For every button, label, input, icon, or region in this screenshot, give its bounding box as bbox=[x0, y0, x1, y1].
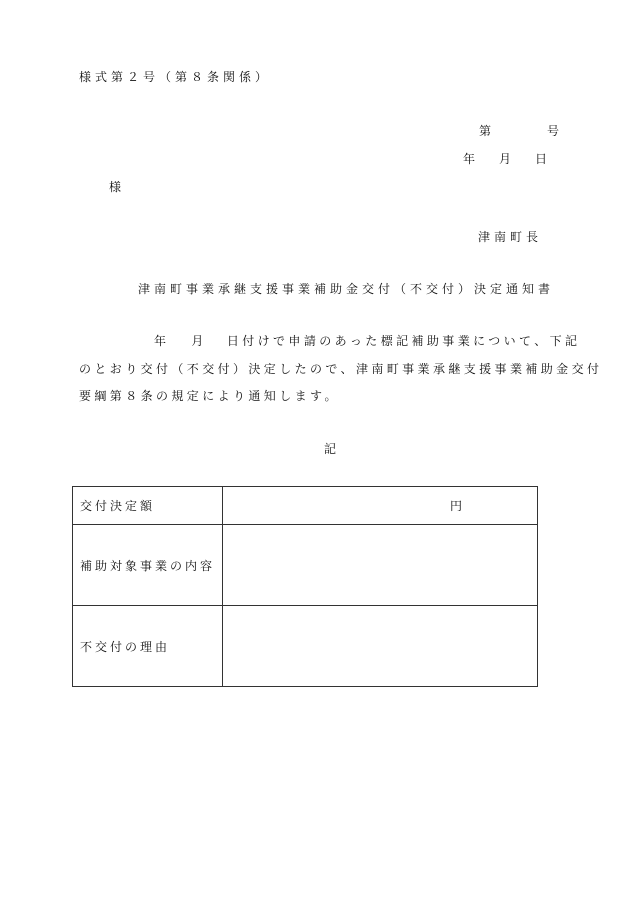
date-month: 月 bbox=[499, 152, 516, 166]
amount-cell: 円 bbox=[223, 487, 538, 525]
body-line1-text: 日付けで申請のあった標記補助事業について、下記 bbox=[226, 334, 581, 348]
content-cell bbox=[223, 525, 538, 606]
table-row bbox=[73, 525, 538, 606]
body-line-3: 要綱第８条の規定により通知します。 bbox=[79, 389, 340, 403]
reason-cell bbox=[223, 606, 538, 687]
document-title: 津南町事業承継支援事業補助金交付（不交付）決定通知書 bbox=[138, 282, 555, 296]
row-label: 補助対象事業の内容 bbox=[73, 525, 223, 606]
body-line-1 bbox=[79, 332, 580, 349]
body-line-2: のとおり交付（不交付）決定したので、津南町事業承継支援事業補助金交付 bbox=[79, 362, 603, 376]
table-row bbox=[73, 487, 538, 525]
date-day: 日 bbox=[535, 152, 552, 166]
document-number-line bbox=[479, 122, 563, 139]
decision-table bbox=[72, 486, 538, 687]
number-suffix: 号 bbox=[547, 124, 564, 138]
issuer: 津南町長 bbox=[478, 230, 543, 244]
number-prefix: 第 bbox=[479, 124, 496, 138]
row-label: 交付決定額 bbox=[73, 487, 223, 525]
body-year: 年 bbox=[154, 334, 170, 348]
table-row bbox=[73, 606, 538, 687]
date-line bbox=[463, 150, 551, 167]
body-month: 月 bbox=[191, 334, 207, 348]
ki-heading: 記 bbox=[324, 442, 341, 456]
form-number: 様式第２号（第８条関係） bbox=[79, 70, 272, 84]
date-year: 年 bbox=[463, 152, 480, 166]
addressee: 様 bbox=[109, 180, 126, 194]
row-label: 不交付の理由 bbox=[73, 606, 223, 687]
